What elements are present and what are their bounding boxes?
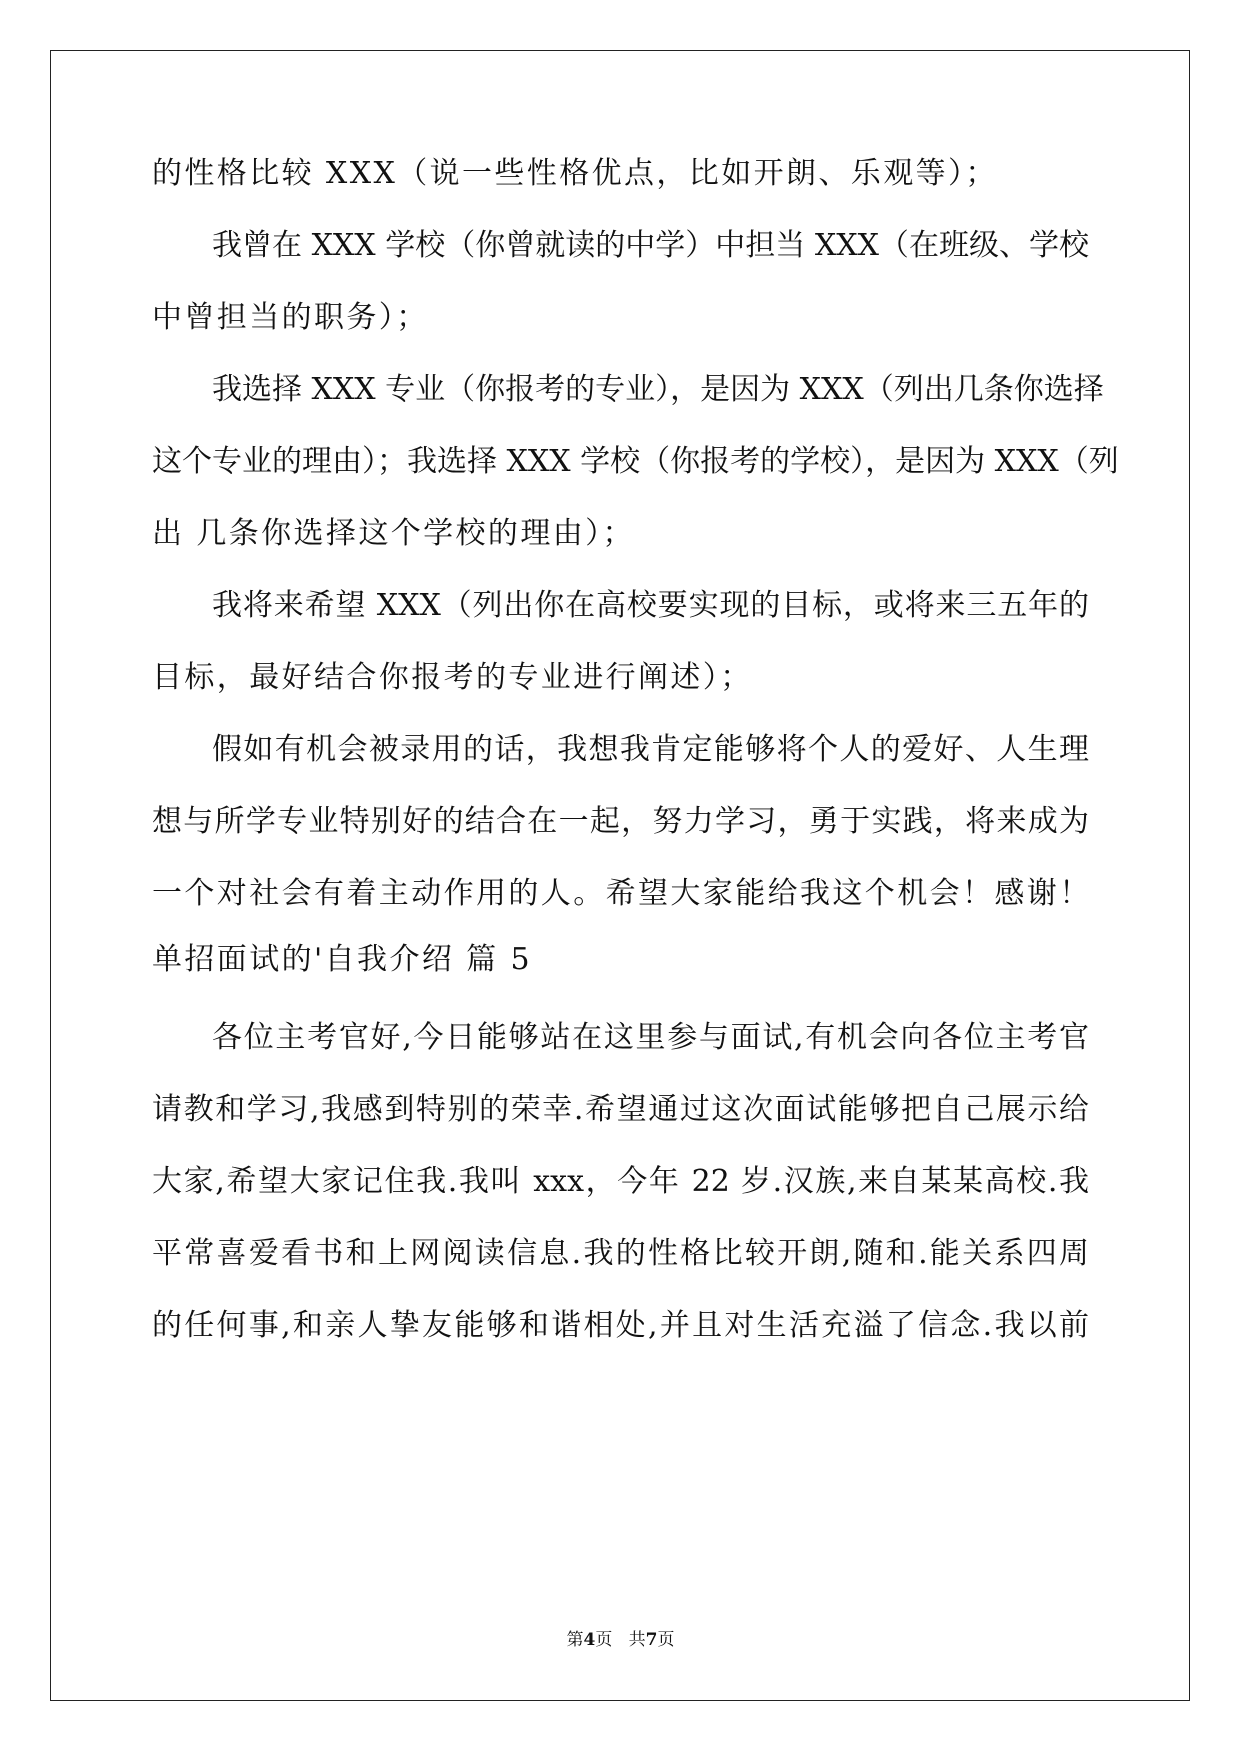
footer-total-prefix: 共 [628,1630,646,1650]
body-line-3: 中曾担当的职务）； [152,300,429,335]
page-footer [0,1628,1241,1652]
body-line-4: 我选择 XXX 专业（你报考的专业），是因为 XXX（列出几条你选择 [212,372,1104,407]
body-line-1: 的性格比较 XXX（说一些性格优点，比如开朗、乐观等）； [152,156,998,191]
body-line-7: 我将来希望 XXX（列出你在高校要实现的目标，或将来三五年的 [212,588,1089,623]
body-line-12: 各位主考官好,今日能够站在这里参与面试,有机会向各位主考官 [212,1020,1089,1055]
body-line-10: 想与所学专业特别好的结合在一起，努力学习，勇于实践，将来成为 [152,804,1089,839]
footer-total-pages: 7 [645,1630,658,1650]
footer-prefix: 第 [566,1630,584,1650]
body-line-11: 一个对社会有着主动作用的人。希望大家能给我这个机会！感谢！ [152,876,1092,911]
body-line-13: 请教和学习,我感到特别的荣幸.希望通过这次面试能够把自己展示给 [152,1092,1089,1127]
body-line-2: 我曾在 XXX 学校（你曾就读的中学）中担当 XXX（在班级、学校 [212,228,1089,263]
body-line-16: 的任何事,和亲人挚友能够和谐相处,并且对生活充溢了信念.我以前 [152,1308,1089,1343]
footer-current-page: 4 [583,1630,596,1650]
body-line-5: 这个专业的理由）；我选择 XXX 学校（你报考的学校），是因为 XXX（列 [152,444,1119,479]
footer-page-unit: 页 [595,1630,613,1650]
footer-total-unit: 页 [657,1630,675,1650]
body-line-14: 大家,希望大家记住我.我叫 xxx，今年 22 岁.汉族,来自某某高校.我 [152,1164,1089,1199]
body-line-6: 出 几条你选择这个学校的理由）； [152,516,635,551]
body-line-15: 平常喜爱看书和上网阅读信息.我的性格比较开朗,随和.能关系四周 [152,1236,1089,1271]
body-line-8: 目标，最好结合你报考的专业进行阐述）； [152,660,753,695]
body-line-9: 假如有机会被录用的话，我想我肯定能够将个人的爱好、人生理 [212,732,1089,767]
section-heading: 单招面试的'自我介绍 篇 5 [152,942,533,977]
